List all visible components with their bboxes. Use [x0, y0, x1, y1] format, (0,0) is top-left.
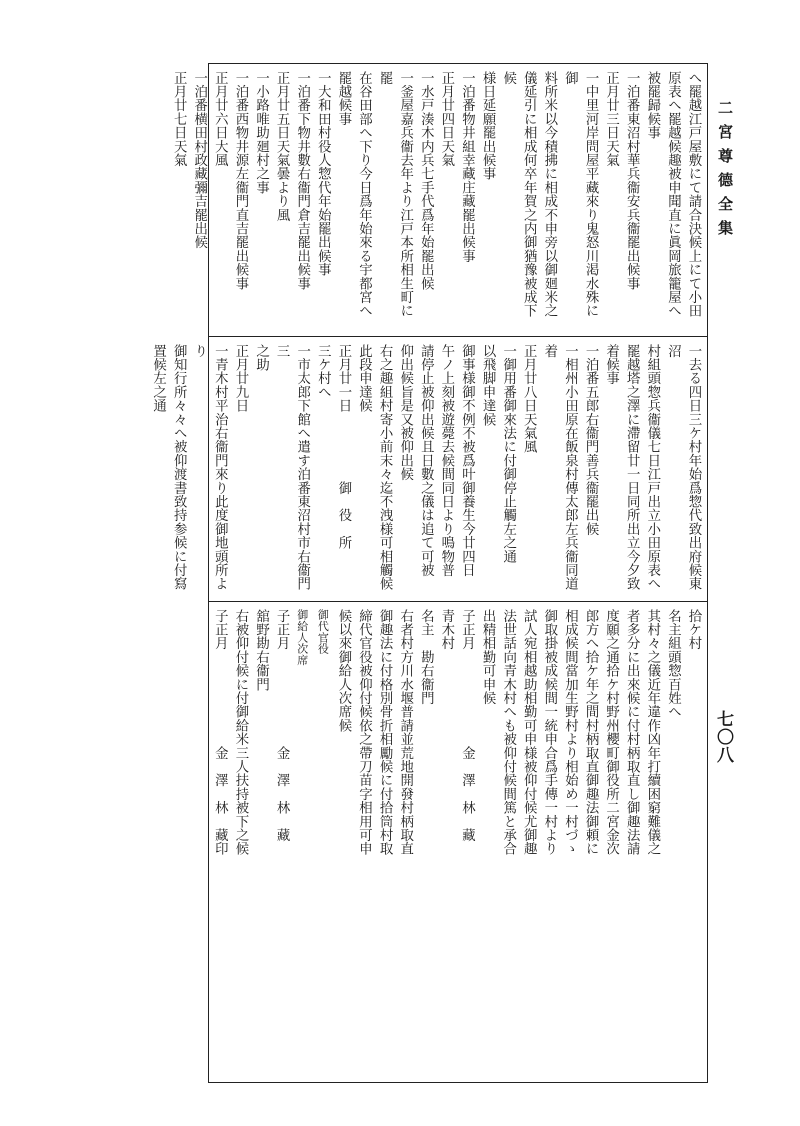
text-line: 原表へ罷越候趣被申聞直に眞岡旅籠屋へ [665, 71, 681, 318]
text-line: 一青木村平治右衞門來り此度御地頭所より [191, 344, 228, 591]
text-line: 一泊番五郎右衞門善兵衞罷出候 [583, 344, 599, 536]
text-line: 罷越塔之澤に滯留廿一日同所出立今夕致 [624, 344, 640, 591]
text-line: 御趣法に付格別骨折相勵候に付拾筒村取 [377, 609, 393, 856]
text-line: 右之趣組村寄小前末々迄不洩様可相觸候 [377, 344, 393, 591]
addressee-line: 拾ケ村 [686, 609, 701, 651]
section-divider [208, 336, 708, 337]
text-line: 法世話向青木村へも被仰付候間篤と承合 [500, 609, 516, 856]
date-signature-line: 子正月 金 澤 林 藏 [459, 609, 475, 842]
date-line: 正月廿三日天氣 [603, 71, 619, 167]
recipient-name-line: 名主 勘右衞門 [418, 609, 434, 705]
text-line: 試人宛相越助相勤可申様被仰付候尤御趣 [521, 609, 537, 856]
date-line: 正月廿六日大風 [212, 71, 228, 167]
text-line: 仰出候旨是又被仰出候 [397, 344, 413, 481]
text-block-middle [150, 338, 706, 600]
addressee-line: 名主組頭惣百姓へ [665, 609, 681, 719]
text-line: 御取掛被成候間一統申合爲手傳一村より [541, 609, 557, 856]
vertical-text-column-group [213, 609, 703, 1077]
running-title: 二宮尊德全集 [716, 100, 734, 244]
text-line: 在谷田部へ下り今日爲年始來る宇都宮へ [356, 71, 372, 318]
date-line: 正月廿五日天氣曇より風 [274, 71, 290, 222]
page-number: 七〇八 [713, 710, 733, 764]
text-line: 様日延願罷出候事 [480, 71, 496, 181]
text-line: 料所米以今積拂に相成不申旁以御廻米之 [541, 71, 557, 318]
date-line: 正月廿九日 [232, 344, 248, 413]
recipient-name-line: 舘野勘右衞門 [253, 609, 269, 692]
text-line: 出精相勤可申候 [480, 609, 496, 705]
text-line: 一水戸湊木内兵七手代爲年始罷出候 [418, 71, 434, 291]
text-line: 以飛脚申達候 [480, 344, 496, 427]
date-line: 正月廿四日天氣 [438, 71, 454, 167]
title-line: 御給人次席 [295, 609, 309, 666]
addressee-line: 三ケ村へ [315, 344, 331, 399]
text-line: 御知行所々々へ被仰渡書致持参候に付寫 [171, 344, 187, 591]
text-line: 一大和田村役人惣代年始罷出候事 [315, 71, 331, 277]
date-line: 正月廿八日天氣風 [521, 344, 537, 454]
text-line: 者多分に出來候に付村柄取直し御趣法請 [624, 609, 640, 856]
text-line: 請停止被仰出候且日數之儀は追て可被 [418, 344, 434, 577]
date-signature-line: 子正月 金 澤 林 藏 [274, 609, 290, 842]
text-line: 此段申達候 [356, 344, 372, 413]
text-line: 一泊番東沼村華兵衞安兵衞罷出候事 [624, 71, 640, 291]
text-line: 候以來御給人次席候 [335, 609, 351, 733]
title-line: 御代官役 [316, 609, 330, 655]
text-line: へ罷越江戸屋敷にて請合決候上にて小田 [686, 71, 701, 318]
text-line: 置候左之通 [150, 344, 166, 413]
text-line: 一御用番御來法に付御停止觸左之通 [500, 344, 516, 564]
text-line: 一泊番物井組幸藏庄藏罷出候事 [459, 71, 475, 263]
text-line: 儀延引に相成何卒年賀之内御猶豫被成下候 [500, 71, 537, 318]
date-signature-line: 子正月 金 澤 林 藏印 [212, 609, 228, 856]
text-line: 一去る四日三ケ村年始爲惣代致出府候東沼 [665, 344, 701, 591]
date-line: 正月廿七日天氣 [171, 71, 187, 167]
text-block-lower [210, 603, 706, 1081]
recipient-village-line: 青木村 [438, 609, 454, 651]
text-line: 被罷歸候事 [644, 71, 660, 140]
text-line: 一市太郎下館へ遣す泊番東沼村市右衞門三 [274, 344, 310, 591]
text-line: 罷越候事 [335, 71, 351, 126]
text-line: 村組頭惣兵衞儀七日江戸出立小田原表へ [644, 344, 660, 591]
text-line: 一釜屋嘉兵衞去年より江戸本所相生町に罷 [377, 71, 413, 318]
text-line: 着候事 [603, 344, 619, 386]
text-line: 一泊番横田村政藏彌吉罷出候 [191, 71, 207, 250]
text-line: 右者村方川水堰普請並荒地開發村柄取直 [397, 609, 413, 856]
text-line: 一相州小田原在飯泉村傳太郎左兵衞同道着 [541, 344, 578, 591]
text-line: 締代官役被仰付候依之帶刀苗字相用可申 [356, 609, 372, 856]
text-line: 午ノ上刻被遊薨去候間同日より鳴物普 [438, 344, 454, 577]
text-line: 度願之通拾ケ村野州櫻町御役所二宮金次 [603, 609, 619, 856]
text-block-upper [171, 65, 706, 335]
date-signature-line: 正月廿一日 御 役 所 [335, 344, 351, 550]
text-line: 御事様御不例不被爲叶御養生今廿四日 [459, 344, 475, 577]
text-line: 其村々之儀近年違作凶年打續困窮難儀之 [644, 609, 660, 856]
text-line: 一小路唯助廻村之事 [253, 71, 269, 195]
text-line: 一泊番西物井源左衞門直吉罷出候事 [232, 71, 248, 291]
text-line: 一中里河岸問屋平藏來り鬼怒川渇水殊に御 [562, 71, 599, 318]
text-line: 一泊番下物井數右衞門倉吉罷出候事 [294, 71, 310, 291]
vertical-text-column-group [150, 344, 703, 596]
text-line: 右被仰付候に付御給米三人扶持被下之候 [232, 609, 248, 856]
text-line: 郎方へ拾ケ年之間村柄取直御趣法御頼に [583, 609, 599, 856]
text-line: 之助 [253, 344, 269, 372]
vertical-text-column-group [171, 71, 703, 331]
text-line: 相成候間當加生野村より相始め一村づゝ [562, 609, 578, 856]
section-divider [208, 601, 708, 602]
